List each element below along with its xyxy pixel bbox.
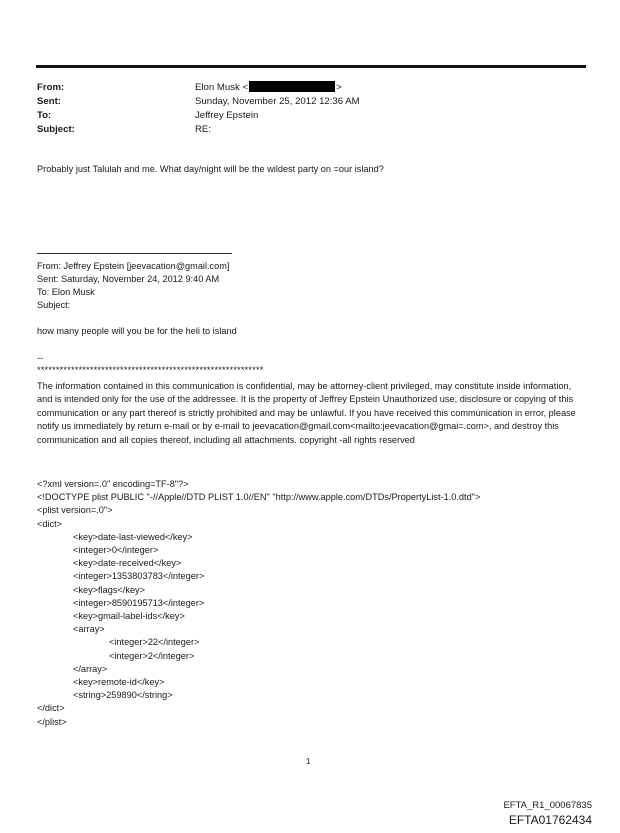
quoted-body: how many people will you be for the heli to island: [37, 326, 237, 336]
to-label: To:: [37, 110, 52, 121]
bates-number-primary: EFTA01762434: [508, 813, 592, 827]
xml-line: <?xml version=.0" encoding=TF-8"?>: [37, 479, 189, 489]
message-body: Probably just Talulah and me. What day/night will be the wildest party on =our island?: [37, 164, 384, 174]
xml-line: <integer>22</integer>: [109, 637, 200, 648]
xml-line: </dict>: [37, 703, 65, 714]
xml-line: <key>date-received</key>: [73, 558, 182, 569]
quoted-from: From: Jeffrey Epstein [jeevacation@gmail.com]: [37, 261, 230, 271]
sent-label: Sent:: [37, 96, 61, 107]
confidentiality-disclaimer: [37, 380, 587, 447]
xml-line: </plist>: [37, 716, 67, 727]
xml-line: <integer>1353803783</integer>: [73, 571, 205, 582]
xml-line: <integer>0</integer>: [73, 545, 159, 556]
xml-line: <key>flags</key>: [73, 584, 146, 595]
xml-line: <key>remote-id</key>: [73, 677, 165, 688]
sent-value: Sunday, November 25, 2012 12:36 AM: [195, 96, 360, 107]
from-value: [195, 81, 342, 94]
xml-line: <plist version=.0">: [37, 505, 113, 516]
xml-line: <array>: [73, 624, 105, 635]
xml-line: <dict>: [37, 518, 63, 529]
page-number: 1: [306, 757, 311, 766]
quoted-subject: Subject:: [37, 300, 71, 310]
quote-divider: [37, 253, 232, 254]
xml-line: </array>: [73, 663, 108, 674]
bates-number-secondary: EFTA_R1_00067835: [503, 800, 592, 811]
quoted-sent: Sent: Saturday, November 24, 2012 9:40 AM: [37, 274, 220, 284]
xml-line: <key>gmail-label-ids</key>: [73, 611, 185, 622]
signature-dash: --: [37, 353, 44, 363]
subject-label: Subject:: [37, 124, 75, 135]
from-name: Elon Musk <: [195, 82, 249, 93]
xml-line: <integer>2</integer>: [109, 650, 195, 661]
redaction-block: [249, 81, 335, 92]
subject-value: RE:: [195, 124, 211, 135]
asterisk-separator: ************************************************************: [37, 365, 264, 375]
xml-line: <key>date-last-viewed</key>: [73, 531, 193, 542]
header-rule: [36, 65, 586, 68]
disclaimer-text: The information contained in this communication is confidential, may be attorney-client privileged, may constitute inside information, and is intended only for the use of the addressee. It is the property of Jeffrey Epstein Unauthorized use, disclosure or copying of this communication or any part thereof is strictly prohibited and may be unlawful. If you have received this communication in error, please notify us immediately by return e-mail or by e-mail to jeevacation@gmail.com<mailto:jeevacation@gmai=.com>, and destroy this communication and all copies thereof, including all attachments. copyright -all rights reserved: [37, 381, 576, 445]
from-label: From:: [37, 82, 65, 93]
xml-line: <integer>8590195713</integer>: [73, 597, 205, 608]
plist-xml-block: [37, 478, 480, 729]
xml-line: <!DOCTYPE plist PUBLIC "-//Apple//DTD PLIST 1.0//EN" "http://www.apple.com/DTDs/PropertyList-1.0.dtd">: [37, 492, 481, 503]
quoted-to: To: Elon Musk: [37, 287, 95, 297]
xml-line: <string>259890</string>: [73, 690, 173, 701]
from-bracket: >: [336, 82, 342, 93]
to-value: Jeffrey Epstein: [195, 110, 259, 121]
